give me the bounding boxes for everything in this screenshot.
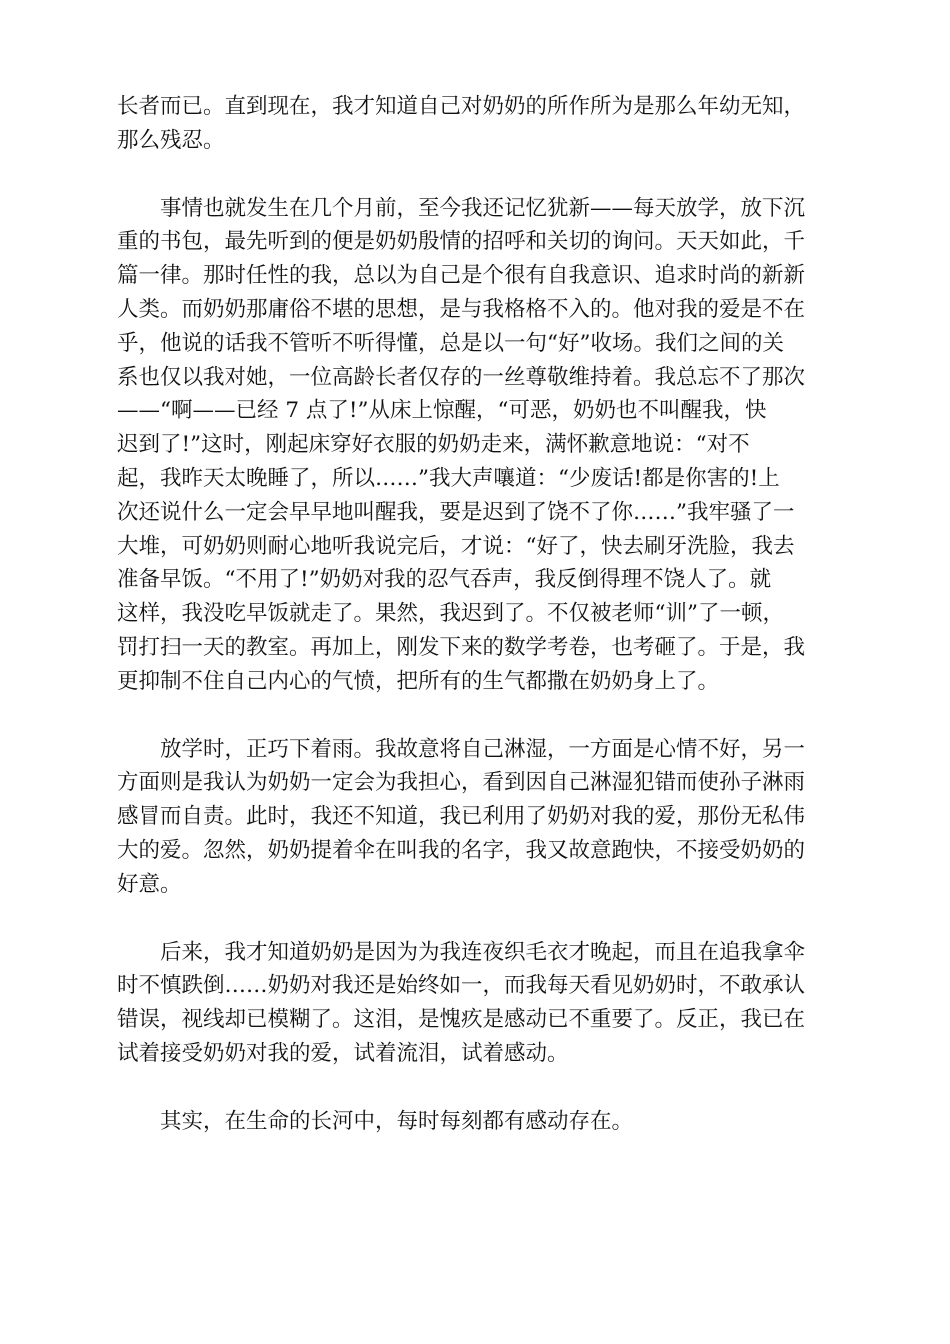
paragraph-gap (117, 902, 833, 936)
paragraph-3 (117, 733, 833, 902)
text-line: 其实，在生命的长河中，每时每刻都有感动存在。 (160, 1108, 634, 1134)
text-line: 次还说什么一定会早早地叫醒我，要是迟到了饶不了你……”我牢骚了一 (117, 499, 795, 525)
text-line: 感冒而自责。此时，我还不知道，我已利用了奶奶对我的爱，那份无私伟 (117, 804, 806, 830)
text-line: 方面则是我认为奶奶一定会为我担心，看到因自己淋湿犯错而使孙子淋雨 (117, 770, 806, 796)
text-line: 错误，视线却已模糊了。这泪，是愧疚是感动已不重要了。反正，我已在 (117, 1007, 806, 1033)
text-line: 那么残忍。 (117, 127, 225, 153)
text-line: 准备早饭。“不用了!”奶奶对我的忍气吞声，我反倒得理不饶人了。就 (117, 567, 772, 593)
paragraph-2 (117, 192, 833, 699)
text-line: 这样，我没吃早饭就走了。果然，我迟到了。不仅被老师“训”了一顿， (117, 601, 784, 627)
text-line: 好意。 (117, 871, 182, 897)
paragraph-4 (117, 936, 833, 1071)
text-line: 系也仅以我对她，一位高龄长者仅存的一丝尊敬维持着。我总忘不了那次 (117, 364, 806, 390)
paragraph-5 (117, 1105, 833, 1139)
text-line: ——“啊——已经 7 点了!”从床上惊醒，“可恶，奶奶也不叫醒我，快 (117, 398, 767, 424)
paragraph-1 (117, 90, 833, 158)
essay-body (117, 90, 833, 1139)
text-line: 大堆，可奶奶则耐心地听我说完后，才说：“好了，快去刷牙洗脸，我去 (117, 533, 795, 559)
text-line: 乎，他说的话我不管听不听得懂，总是以一句“好”收场。我们之间的关 (117, 330, 784, 356)
text-line: 大的爱。忽然，奶奶提着伞在叫我的名字，我又故意跑快，不接受奶奶的 (117, 837, 806, 863)
text-line: 重的书包，最先听到的便是奶奶殷情的招呼和关切的询问。天天如此，千 (117, 229, 806, 255)
text-line: 罚打扫一天的教室。再加上，刚发下来的数学考卷，也考砸了。于是，我 (117, 634, 806, 660)
text-line: 篇一律。那时任性的我，总以为自己是个很有自我意识、追求时尚的新新 (117, 263, 806, 289)
text-line: 后来，我才知道奶奶是因为为我连夜织毛衣才晚起，而且在追我拿伞 (160, 939, 806, 965)
text-line: 人类。而奶奶那庸俗不堪的思想，是与我格格不入的。他对我的爱是不在 (117, 296, 806, 322)
text-line: 长者而已。直到现在，我才知道自己对奶奶的所作所为是那么年幼无知， (117, 94, 806, 119)
text-line: 试着接受奶奶对我的爱，试着流泪，试着感动。 (117, 1040, 569, 1066)
text-line: 时不慎跌倒……奶奶对我还是始终如一，而我每天看见奶奶时，不敢承认 (117, 973, 806, 999)
paragraph-gap (117, 1071, 833, 1105)
paragraph-gap (117, 158, 833, 192)
text-line: 事情也就发生在几个月前，至今我还记忆犹新——每天放学，放下沉 (160, 195, 806, 221)
text-line: 放学时，正巧下着雨。我故意将自己淋湿，一方面是心情不好，另一 (160, 736, 806, 762)
text-line: 迟到了!”这时，刚起床穿好衣服的奶奶走来，满怀歉意地说：“对不 (117, 432, 750, 458)
text-line: 更抑制不住自己内心的气愤，把所有的生气都撒在奶奶身上了。 (117, 668, 720, 694)
paragraph-gap (117, 699, 833, 733)
text-line: 起，我昨天太晚睡了，所以……”我大声嚷道：“少废话!都是你害的!上 (117, 465, 780, 491)
